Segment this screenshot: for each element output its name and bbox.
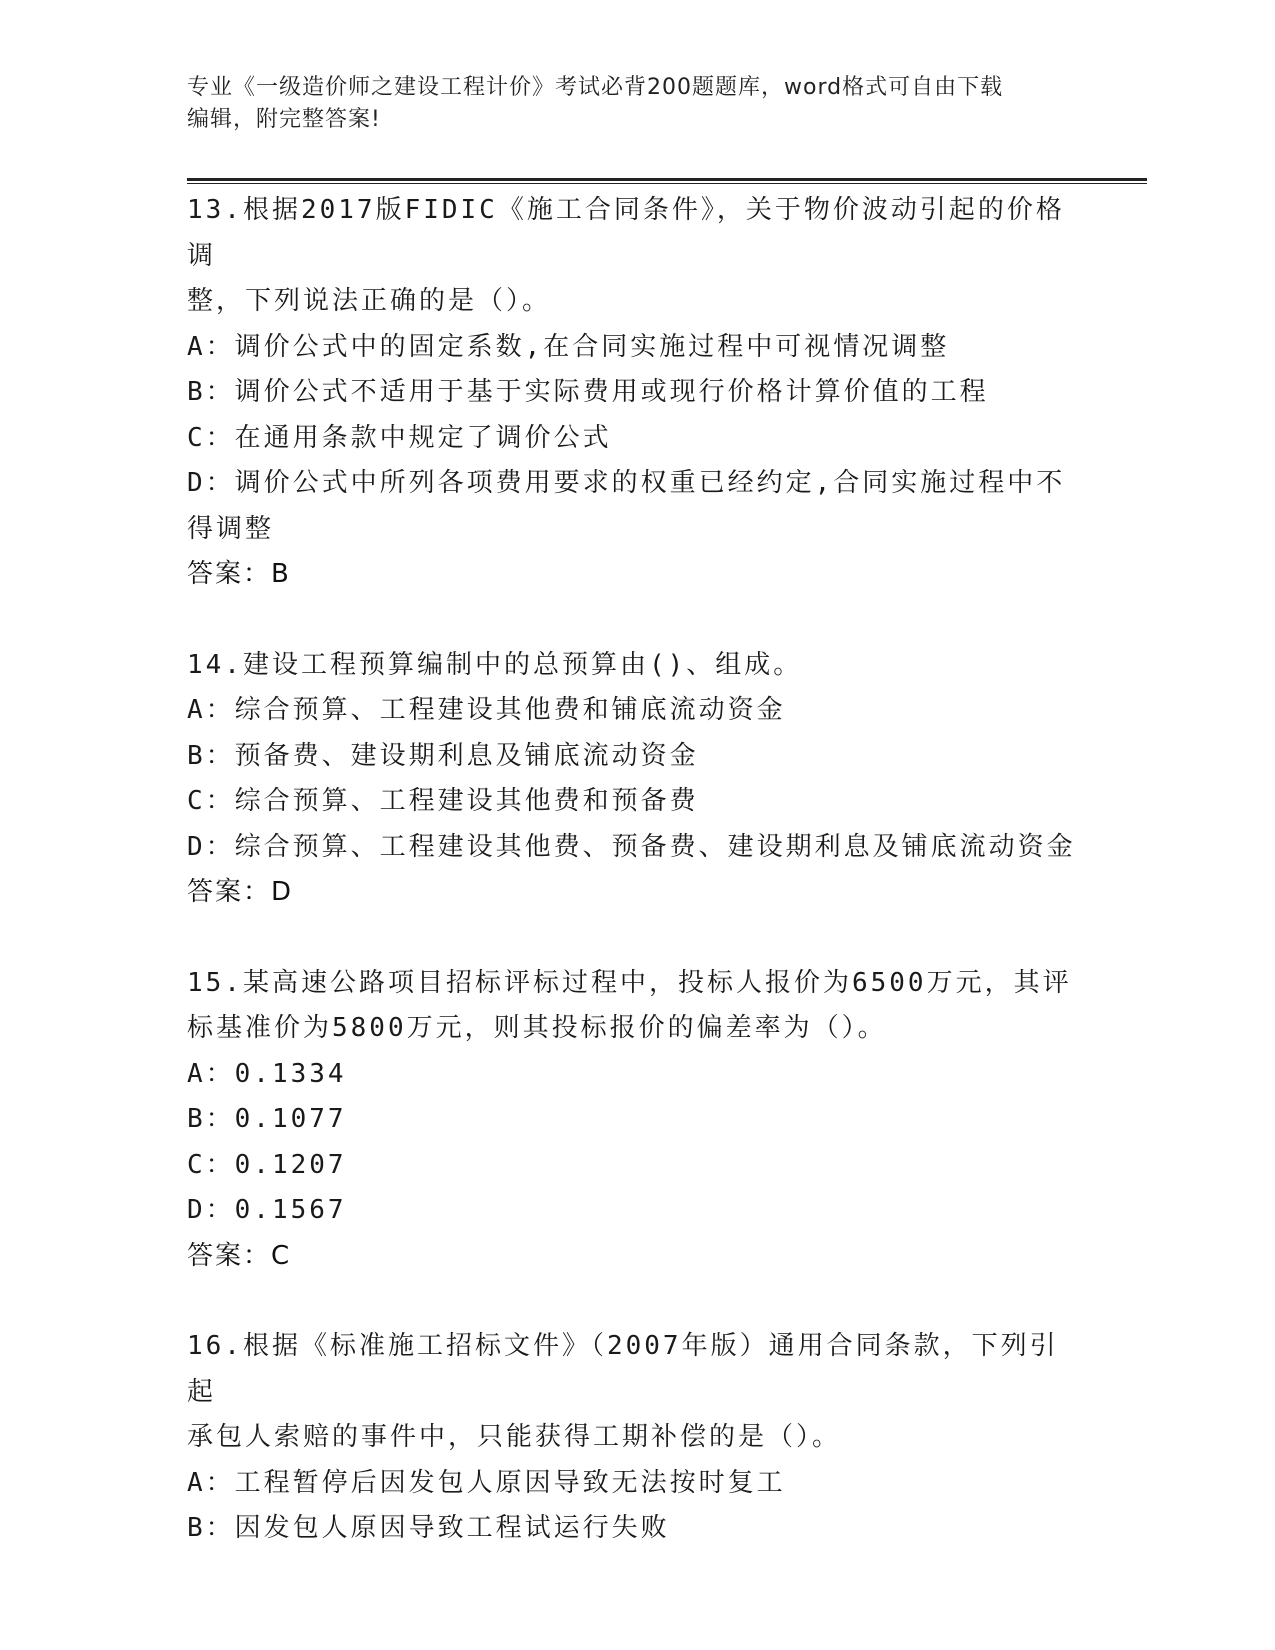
option-text: A：调价公式中的固定系数,在合同实施过程中可视情况调整 bbox=[187, 331, 950, 362]
question-text: 13.根据2017版FIDIC《施工合同条件》，关于物价波动引起的价格调 bbox=[187, 195, 1065, 271]
answer-text: 答案：D bbox=[187, 877, 294, 907]
option-text: B：预备费、建设期利息及铺底流动资金 bbox=[187, 740, 699, 771]
answer-text: 答案：C bbox=[187, 1240, 292, 1271]
question-block bbox=[187, 188, 1087, 598]
option-text: D：综合预算、工程建设其他费、预备费、建设期利息及铺底流动资金 bbox=[187, 831, 1076, 862]
question-text: 16.根据《标准施工招标文件》（2007年版）通用合同条款，下列引起 bbox=[187, 1331, 1059, 1407]
option-text: C：综合预算、工程建设其他费和预备费 bbox=[187, 786, 699, 816]
option-text: 得调整 bbox=[187, 513, 275, 544]
question-text: 整，下列说法正确的是（）。 bbox=[187, 286, 552, 316]
question-block bbox=[187, 643, 1087, 916]
question-list bbox=[187, 188, 1087, 1597]
option-text: C：在通用条款中规定了调价公式 bbox=[187, 422, 612, 453]
question-block bbox=[187, 1324, 1087, 1552]
option-text: D：调价公式中所列各项费用要求的权重已经约定,合同实施过程中不 bbox=[187, 468, 1066, 498]
question-text: 标基准价为5800万元，则其投标报价的偏差率为（）。 bbox=[187, 1013, 887, 1043]
header-line-1: 专业《一级造价师之建设工程计价》考试必背200题题库，word格式可自由下载 bbox=[187, 75, 1004, 100]
question-block bbox=[187, 961, 1087, 1280]
option-text: C：0.1207 bbox=[187, 1149, 347, 1180]
option-text: A：工程暂停后因发包人原因导致无法按时复工 bbox=[187, 1467, 786, 1498]
option-text: D：0.1567 bbox=[187, 1195, 347, 1225]
header-line-2: 编辑，附完整答案! bbox=[187, 107, 381, 132]
option-text: A：综合预算、工程建设其他费和铺底流动资金 bbox=[187, 695, 786, 725]
header-rule-thick bbox=[187, 178, 1147, 181]
document-header bbox=[187, 72, 1067, 136]
option-text: A：0.1334 bbox=[187, 1058, 347, 1089]
question-text: 承包人索赔的事件中，只能获得工期补偿的是（）。 bbox=[187, 1422, 842, 1452]
option-text: B：因发包人原因导致工程试运行失败 bbox=[187, 1513, 670, 1543]
question-text: 15.某高速公路项目招标评标过程中，投标人报价为6500万元，其评 bbox=[187, 967, 1072, 998]
header-rule-thin bbox=[187, 183, 1147, 184]
option-text: B：调价公式不适用于基于实际费用或现行价格计算价值的工程 bbox=[187, 377, 989, 407]
option-text: B：0.1077 bbox=[187, 1104, 347, 1134]
question-text: 14.建设工程预算编制中的总预算由()、组成。 bbox=[187, 649, 803, 680]
answer-text: 答案：B bbox=[187, 559, 291, 589]
